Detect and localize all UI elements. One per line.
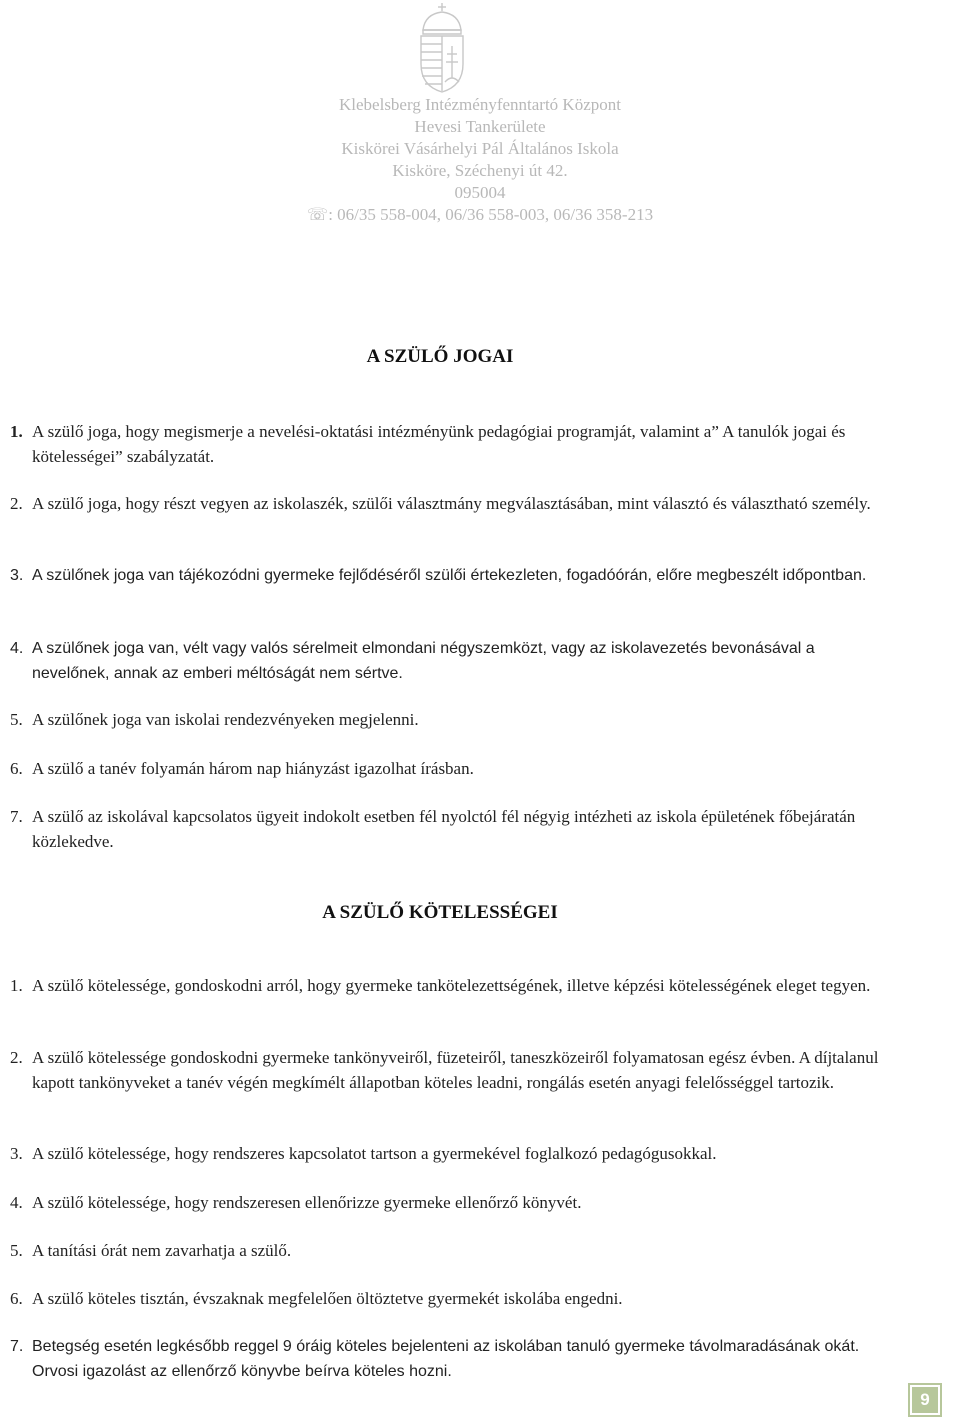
item-number: 5. [10, 710, 23, 729]
item-number: 5. [10, 1241, 23, 1260]
item-number: 3. [10, 1144, 23, 1163]
item-number: 1. [10, 976, 23, 995]
duties-item [10, 1239, 890, 1264]
item-text: A szülő a tanév folyamán három nap hiányzást igazolhat írásban. [32, 759, 474, 778]
duties-item [10, 974, 890, 999]
item-number: 7. [10, 1338, 24, 1355]
item-number: 1. [10, 422, 23, 441]
rights-item [10, 492, 890, 517]
item-number: 4. [10, 1193, 23, 1212]
duties-item [10, 1191, 890, 1216]
item-number: 4. [10, 640, 24, 657]
coat-of-arms-icon [413, 2, 471, 94]
item-text: A szülő kötelessége, gondoskodni arról, hogy gyermeke tankötelezettségének, illetve képzési kötelességének eleget tegyen. [32, 976, 871, 995]
item-text: A szülő kötelessége, hogy rendszeres kapcsolatot tartson a gyermekével foglalkozó pedagógusokkal. [32, 1144, 717, 1163]
item-text: A szülőnek joga van iskolai rendezvényeken megjelenni. [32, 710, 419, 729]
item-text: A szülő kötelessége gondoskodni gyermeke tankönyveiről, füzeteiről, taneszközeiről folyamatosan egész évben. A díjtalanul kapott tankönyveket a tanév végén megkímélt állapotban köteles leadni, rongálás esetén anyagi felelősséggel tartozik. [32, 1048, 879, 1092]
item-number: 2. [10, 1048, 23, 1067]
duties-item [10, 1287, 890, 1312]
duties-title: A SZÜLŐ KÖTELESSÉGEI [322, 902, 558, 923]
duties-item [10, 1046, 890, 1095]
page-number: 9 [912, 1387, 938, 1413]
rights-item [10, 708, 890, 733]
rights-item [10, 805, 890, 854]
school-address: Kisköre, Széchenyi út 42. [392, 161, 568, 180]
item-text: A szülő joga, hogy megismerje a nevelési-oktatási intézményünk pedagógiai programját, valamint a” A tanulók jogai és kötelességei” szabályzatát. [32, 422, 846, 466]
rights-item [10, 757, 890, 782]
rights-item [10, 420, 890, 469]
duties-item [10, 1142, 890, 1167]
phone-row [0, 204, 960, 226]
phone-icon: ☏ [306, 205, 329, 224]
district-name: Hevesi Tankerülete [414, 117, 546, 136]
duties-item [10, 1335, 890, 1384]
item-number: 6. [10, 759, 23, 778]
rights-title: A SZÜLŐ JOGAI [366, 346, 514, 367]
item-number: 7. [10, 807, 23, 826]
item-text: A szülő az iskolával kapcsolatos ügyeit indokolt esetben fél nyolctól fél négyig intézheti az iskola épületének főbejáratán közlekedve. [32, 807, 856, 851]
rights-item [10, 564, 890, 589]
item-number: 2. [10, 494, 23, 513]
item-text: A szülőnek joga van tájékozódni gyermeke fejlődéséről szülői értekezleten, fogadóórán, előre megbeszélt időpontban. [32, 567, 867, 584]
school-name: Kiskörei Vásárhelyi Pál Általános Iskola [341, 139, 619, 158]
org-name: Klebelsberg Intézményfenntartó Központ [339, 95, 621, 114]
item-number: 6. [10, 1289, 23, 1308]
item-text: A tanítási órát nem zavarhatja a szülő. [32, 1241, 292, 1260]
page-number-badge [908, 1383, 942, 1417]
rights-item [10, 637, 890, 686]
item-text: Betegség esetén legkésőbb reggel 9 óráig köteles bejelenteni az iskolában tanuló gyermeke távolmaradásának okát. Orvosi igazolást az ellenőrző könyvbe beírva köteles hozni. [32, 1338, 860, 1380]
item-number: 3. [10, 567, 24, 584]
item-text: A szülő kötelessége, hogy rendszeresen ellenőrizze gyermeke ellenőrző könyvét. [32, 1193, 582, 1212]
item-text: A szülő köteles tisztán, évszaknak megfelelően öltöztetve gyermekét iskolába engedni. [32, 1289, 623, 1308]
item-text: A szülőnek joga van, vélt vagy valós sérelmeit elmondani négyszemközt, vagy az iskolavezetés bevonásával a nevelőnek, annak az emberi méltóságát nem sértve. [32, 640, 815, 682]
school-id: 095004 [454, 183, 506, 202]
phone-numbers: : 06/35 558-004, 06/36 558-003, 06/36 358-213 [328, 205, 654, 224]
item-text: A szülő joga, hogy részt vegyen az iskolaszék, szülői választmány megválasztásában, mint választó és választható személy. [32, 494, 871, 513]
